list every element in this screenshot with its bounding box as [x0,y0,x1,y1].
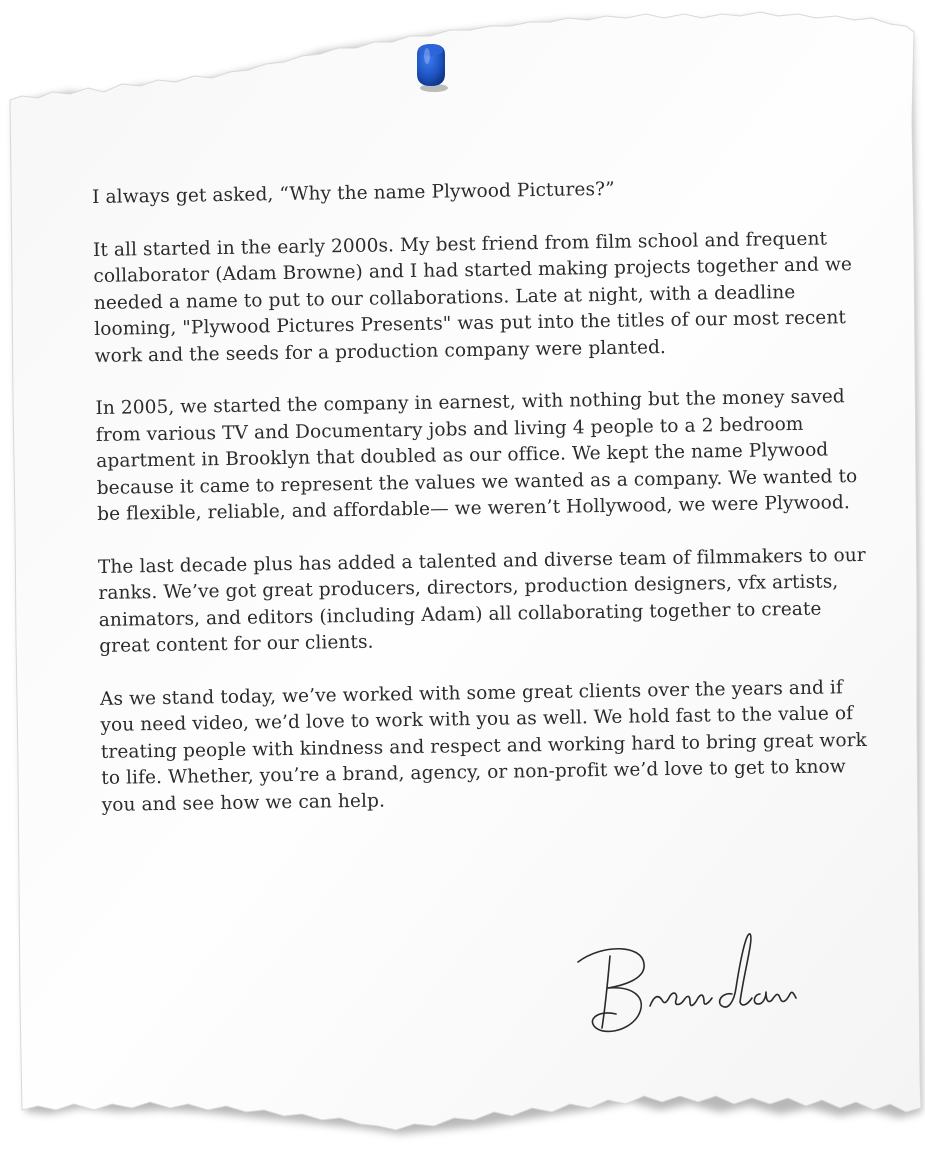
letter-paragraph-4: As we stand today, we’ve worked with some great clients over the years and if you need video, we’d love to work with you as well. We hold fast to the value of treating people with kindness and respect and working hard to bring great work to life. Whether, you’re a brand, agency, or non-profit we’d love to get to know you and see how we can help. [99,676,868,816]
letter-paragraph-1: It all started in the early 2000s. My best friend from film school and frequent collaborator (Adam Browne) and I had started making projects together and we needed a name to put to our collaborations. Late at night, with a deadline looming, "Plywood Pictures Presents" was put into the titles of our most recent work and the seeds for a production company were planted. [92,227,853,367]
letter-body [92,173,872,845]
signature [572,922,802,1042]
push-pin-icon [407,40,457,96]
letter-paragraph-2: In 2005, we started the company in earnest, with nothing but the money saved from various TV and Documentary jobs and living 4 people to a 2 bedroom apartment in Brooklyn that doubled as our office. We kept the name Plywood because it came to represent the values we wanted as a company. We wanted to be flexible, reliable, and affordable— we weren’t Hollywood, we were Plywood. [95,386,858,525]
letter-paragraph-3: The last decade plus has added a talented and diverse team of filmmakers to our ranks. We’ve got great producers, directors, production designers, vfx artists, animators, and editors (including Adam) all collaborating together to create great content for our clients. [97,544,866,657]
letter-greeting: I always get asked, “Why the name Plywood Pictures?” [92,178,615,208]
